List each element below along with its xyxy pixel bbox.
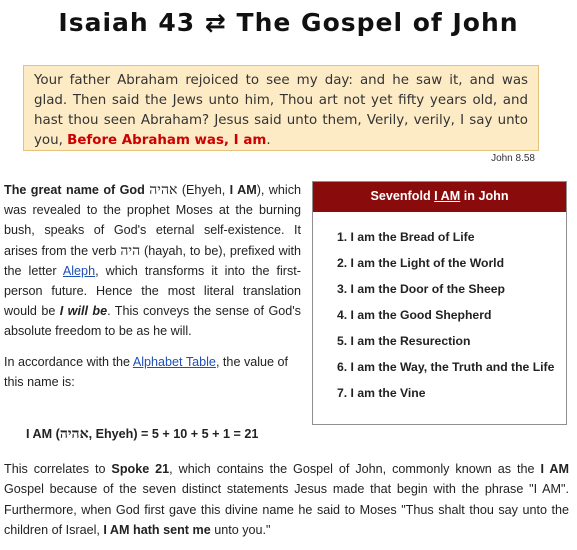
intro-text: (hayah, to be), prefixed with the letter xyxy=(4,243,301,278)
alphabet-text: , the value of this name is: xyxy=(4,354,289,389)
main-text-column xyxy=(4,180,301,392)
formula-hebrew: אהיה xyxy=(59,426,89,442)
quote-text: Your father Abraham rejoiced to see my day: and he saw it, and was glad. Then said the Jews unto him, Thou art not yet fifty years old, and hast thou seen Abraham? Jesus said unto them, Verily, verily, I say unto you, xyxy=(34,73,528,148)
closing-text: Gospel because of the seven distinct statements Jesus made that begin with the phrase "I AM". Furthermore, when God first gave this divine name he said to Moses "Thus shalt thou say unto the children of Israel, xyxy=(4,482,569,537)
page-title: Isaiah 43 ⇄ The Gospel of John xyxy=(58,8,519,37)
quote-end: . xyxy=(266,133,271,148)
alphabet-text: In accordance with the xyxy=(4,354,133,369)
alphabet-table-link[interactable]: Alphabet Table xyxy=(132,354,216,369)
sidebar-i-am-link[interactable]: I AM xyxy=(434,189,461,203)
hebrew-verb-hayah: היה xyxy=(120,242,141,259)
intro-text: (Ehyeh, xyxy=(177,183,230,197)
intro-i-am: I AM xyxy=(229,183,257,197)
i-am-hath-sent-me: I AM hath sent me xyxy=(103,522,211,537)
closing-i-am: I AM xyxy=(540,462,569,476)
scripture-quote-box xyxy=(23,65,539,151)
formula-text: , Ehyeh) = 5 + 10 + 5 + 1 = 21 xyxy=(88,427,259,441)
sidebar-title: Sevenfold xyxy=(370,189,435,203)
formula-text: I AM ( xyxy=(26,427,60,441)
list-item: 3. I am the Door of the Sheep xyxy=(337,282,505,296)
list-item: 4. I am the Good Shepherd xyxy=(337,308,492,322)
intro-text: . This conveys the sense of God's absolute freedom to be as he will. xyxy=(4,304,301,339)
intro-paragraph xyxy=(4,180,301,342)
list-item: 6. I am the Way, the Truth and the Life xyxy=(337,360,555,374)
closing-text: This correlates to xyxy=(4,462,112,476)
closing-text: , which contains the Gospel of John, commonly known as the xyxy=(169,462,541,476)
list-item: 2. I am the Light of the World xyxy=(337,256,505,270)
i-am-list xyxy=(337,228,554,410)
intro-bold-phrase: The great name of God xyxy=(4,183,145,197)
spoke-21: Spoke 21 xyxy=(111,462,170,476)
alphabet-paragraph xyxy=(4,352,301,392)
list-item: 5. I am the Resurection xyxy=(337,334,471,348)
list-item: 1. I am the Bread of Life xyxy=(337,230,475,244)
gematria-formula xyxy=(26,426,258,443)
sidebar-header xyxy=(313,182,566,212)
i-will-be-phrase: I will be xyxy=(59,304,108,319)
sevenfold-i-am-sidebar xyxy=(312,181,567,425)
closing-paragraph xyxy=(4,459,569,540)
list-item: 7. I am the Vine xyxy=(337,386,426,400)
aleph-link[interactable]: Aleph xyxy=(62,263,96,278)
scripture-reference: John 8.58 xyxy=(491,153,535,164)
hebrew-name-ehyeh: אהיה xyxy=(149,182,178,198)
sidebar-title: in John xyxy=(460,189,509,203)
intro-text: , which transforms it into the first-person future. Hence the most literal translation would be xyxy=(4,263,301,319)
closing-text: unto you." xyxy=(210,522,271,537)
quote-highlight: Before Abraham was, I am xyxy=(67,133,267,148)
intro-text: ), which was revealed to the prophet Moses at the burning bush, speaks of God's eternal self-existence. It arises from the verb xyxy=(4,183,301,258)
